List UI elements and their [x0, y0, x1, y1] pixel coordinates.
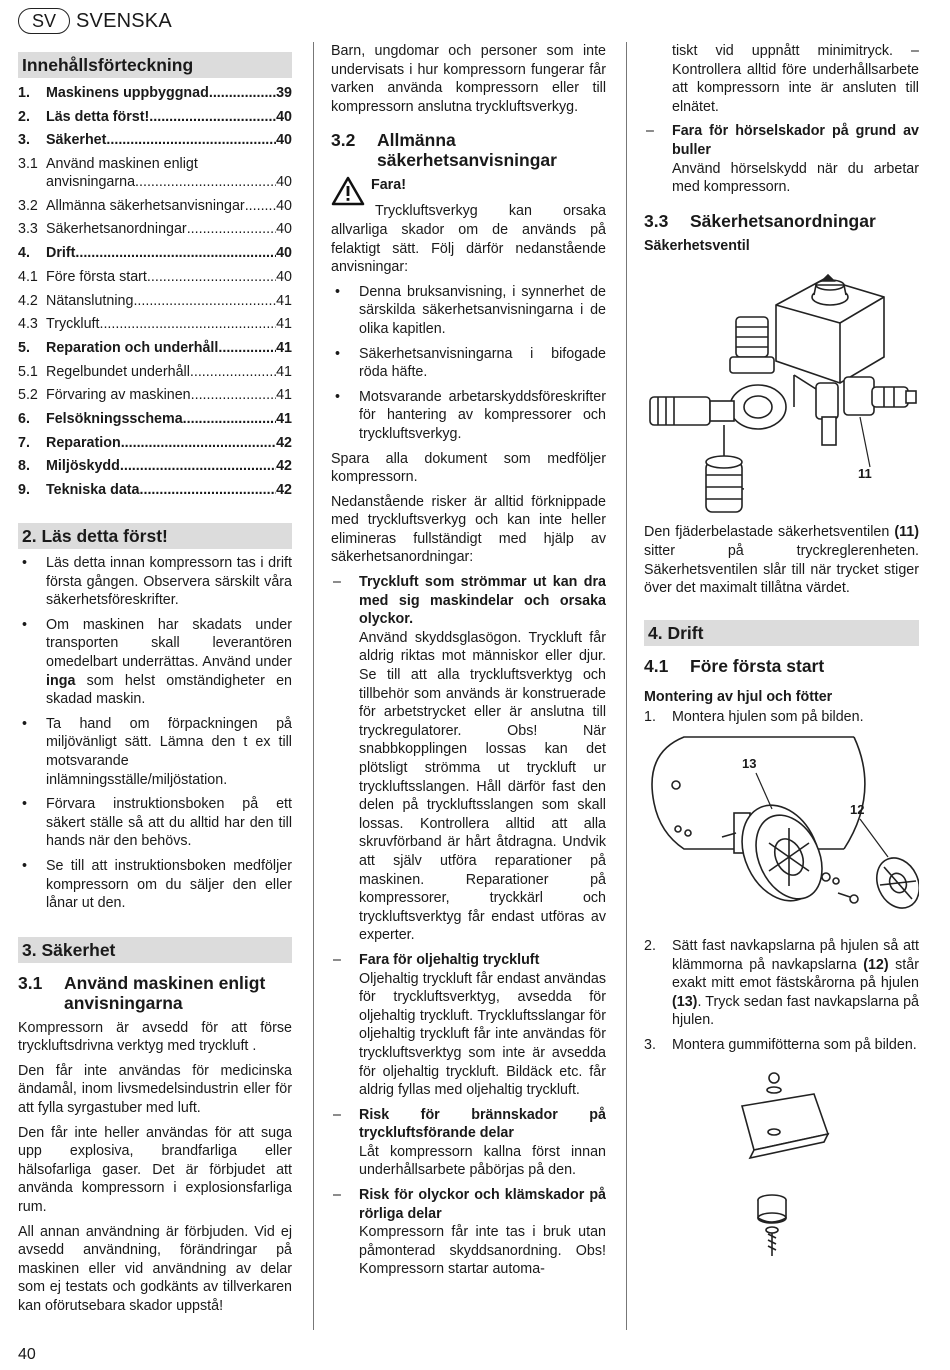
toc-entry: 5.2 Förvaring av maskinen ..... 41 [18, 386, 292, 404]
toc-entry: 3.3 Säkerhetsanordningar ..... 40 [18, 220, 292, 238]
toc-entry: 4. Drift ..... 40 [18, 244, 292, 262]
toc-entry: 5.1 Regelbundet underhåll ..... 41 [18, 363, 292, 381]
risk-item: – Tryckluft som strömmar ut kan dra med sig maskindelar och orsaka olyckor. Använd skyddsglasögon. Tryckluft får aldrig riktas mot människor eller djur. Se till att alla tryckluftsverktyg och tillbehör som används är konstruerade för arbetstrycket eller är anslutna till tryckregulatorer. Obs! När snabbkopplingen lossas kan det plötsligt strömma ut tryckluft ur tryckluftsslangen. Håll därför fast den delen på tryckluftsslangen som skall lossas. Kontrollera alltid att alla skruvförband är hårt åtdragna. Undvik att själv utföra reparationer på maskinen. Reparationer på kompressorer, tryckkärl och tryckluftsverktyg får endast utföras av experter. [333, 574, 606, 944]
language-badge: SV [18, 8, 70, 34]
toc-entry: 8. Miljöskydd ..... 42 [18, 457, 292, 475]
list-item: • Denna bruksanvisning, i synnerhet de särskilda säkerhetsanvisningarna i de olika kapitlen. [335, 283, 606, 337]
paragraph: Den fjäderbelastade säkerhetsventilen (11) sitter på tryckreglerenheten. Säkerhetsventilen slår till när trycket stiger över det maximalt tillåtna värdet. [644, 524, 919, 597]
toc-entry: 3.1 Använd maskinen enligt anvisningarna ..... 40 [18, 155, 292, 191]
toc-entry: 4.2 Nätanslutning ..... 41 [18, 292, 292, 310]
figure-label-12: 12 [850, 801, 865, 817]
section-2-list [18, 554, 292, 913]
paragraph: Den får inte heller användas för att suga upp explosiva, brandfarliga eller hälsofarliga gaser. Det är förbjudet att använda kompressorn i explosionsfarliga rum. [18, 1124, 292, 1216]
language-name: SVENSKA [76, 9, 172, 32]
paragraph: Nedanstående risker är alltid förknippade med tryckluftsverkyg och kan inte heller elimineras fullständigt med hjälp av säkerhetsanordningar: [331, 493, 606, 566]
risk-item: – Risk för olyckor och klämskador på rörliga delar Kompressorn får inte tas i bruk utan påmonterad skyddsanordning. Obs! Kompressorn startar automa- [333, 1187, 606, 1278]
risk-item: – Risk för brännskador på tryckluftsförande delar Låt kompressorn kallna först innan underhållsarbete påbörjas på den. [333, 1106, 606, 1179]
wheel-mounting-figure [644, 733, 919, 935]
list-item: • Läs detta innan kompressorn tas i drift första gången. Observera särskilt våra säkerhetsföreskrifter. [22, 555, 292, 609]
column-divider [626, 42, 627, 1330]
step-3: 3. Montera gummifötterna som på bilden. [644, 1036, 917, 1053]
paragraph: Den får inte användas för medicinska ändamål, inom livsmedelsindustrin eller för att fylla syrgastuber med luft. [18, 1062, 292, 1117]
paragraph: Spara alla dokument som medföljer kompressorn. [331, 450, 606, 486]
toc-title: Innehållsförteckning [18, 52, 292, 78]
column-3 [644, 42, 919, 1260]
table-of-contents [18, 84, 292, 499]
risk-item: – Fara för hörselskador på grund av buller Använd hörselskydd när du arbetar med kompressorn. [646, 123, 919, 196]
section-3-heading: 3. Säkerhet [18, 937, 292, 963]
list-item-text: Om maskinen har skadats under transporten skall leverantören omedelbart underrättas. Använd under inga som helst omständigheter en skadad maskin. [46, 616, 292, 708]
list-item: • Ta hand om förpackningen på miljövänligt sätt. Lämna den t ex till motsvarande inlämningsställe/miljöstation. [22, 715, 292, 788]
section-3-1-heading: 3.1 Använd maskinen enligt anvisningarna [18, 972, 266, 1013]
list-item: • Säkerhetsanvisningarna i bifogade röda häfte. [335, 345, 606, 381]
toc-entry: 3.2 Allmänna säkerhetsanvisningar ..... 40 [18, 197, 292, 215]
list-item-text: Läs detta innan kompressorn tas i drift första gången. Observera särskilt våra säkerhetsföreskrifter. [46, 555, 292, 609]
mounting-heading: Montering av hjul och fötter [644, 688, 833, 705]
paragraph: All annan användning är förbjuden. Vid ej avsedd användning, förändringar på maskinen eller vid användning av delar som ej testats och godkänts av tillverkaren kan oförutsebara skador uppstå! [18, 1223, 292, 1314]
toc-entry: 1. Maskinens uppbyggnad ..... 39 [18, 84, 292, 102]
list-item: • Förvara instruktionsboken på ett säkert ställe så att du alltid har den till hands när den behövs. [22, 796, 292, 850]
toc-entry: 3. Säkerhet ..... 40 [18, 131, 292, 149]
list-item: • Se till att instruktionsboken medföljer kompressorn om du säljer den eller lånar ut den. [22, 857, 292, 912]
page-number: 40 [18, 1346, 36, 1363]
toc-entry: 4.1 Före första start ..... 40 [18, 268, 292, 286]
toc-entry: 6. Felsökningsschema ..... 41 [18, 410, 292, 428]
column-1 [18, 42, 292, 1322]
rubber-foot-figure [644, 1060, 919, 1260]
safety-valve-figure [644, 257, 919, 519]
toc-entry: 4.3 Tryckluft ..... 41 [18, 315, 292, 333]
toc-entry: 7. Reparation ..... 42 [18, 434, 292, 452]
list-item: • Motsvarande arbetarskyddsföreskrifter för hantering av kompressorer och tryckluftsverkyg. [335, 388, 606, 442]
section-3-2-heading: 3.2 Allmänna säkerhetsanvisningar [331, 130, 557, 171]
section-4-1-heading: 4.1 Före första start [644, 655, 825, 676]
list-item-text: Se till att instruktionsboken medföljer kompressorn om du säljer den eller lånar ut den. [46, 857, 292, 912]
section-3-2-list [331, 283, 606, 444]
list-item-text: Denna bruksanvisning, i synnerhet de särskilda säkerhetsanvisningarna i de olika kapitlen. [359, 283, 606, 337]
list-item-text: Säkerhetsanvisningarna i bifogade röda häfte. [359, 345, 606, 381]
step-2: 2. Sätt fast navkapslarna på hjulen så att klämmorna på navkapslarna (12) står exakt mitt emot fästskårorna på hjulen (13). Tryck sedan fast navkapslarna på hjulen. [644, 937, 919, 1029]
risk-item: – Fara för oljehaltig tryckluft Oljehaltig tryckluft får endast användas för tryckluftsverktyg, avsedda för oljehaltig tryckluft. Tryckluftsslangar för oljehaltig tryckluft får inte användas för tryckluftsverktyg som inte är avsedda för oljehaltig tryckluft. Bildäck etc. får aldrig fyllas med oljehaltig tryckluft. [333, 951, 606, 1099]
toc-entry: 2. Läs detta först! ..... 40 [18, 108, 292, 126]
danger-text: Tryckluftsverkyg kan orsaka allvarliga skador om de används på felaktigt sätt. Följ därför nedanstående anvisningar: [331, 203, 606, 276]
column-2 [331, 42, 606, 1285]
column-divider [313, 42, 314, 1330]
paragraph: Kompressorn är avsedd för att förse tryckluftsdrivna verktyg med tryckluft . [18, 1019, 292, 1055]
list-item: • Om maskinen har skadats under transporten skall leverantören omedelbart underrättas. Använd under inga som helst omständigheter en skadad maskin. [22, 616, 292, 708]
safety-valve-heading: Säkerhetsventil [644, 237, 750, 254]
section-3-3-heading: 3.3 Säkerhetsanordningar [644, 210, 876, 231]
toc-entry: 5. Reparation och underhåll ..... 41 [18, 339, 292, 357]
step-1: 1. Montera hjulen som på bilden. [644, 709, 864, 726]
paragraph: Barn, ungdomar och personer som inte undervisats i hur kompressorn fungerar får varken använda kompressorn eller till kompressorn anslutna tryckluftsverkyg. [331, 43, 606, 115]
danger-title: Fara! [371, 177, 406, 194]
toc-entry: 9. Tekniska data ..... 42 [18, 481, 292, 499]
figure-label-13: 13 [742, 755, 757, 771]
page-header [18, 8, 172, 34]
paragraph: tiskt vid uppnått minimitryck. – Kontrollera alltid före underhållsarbete att kompressorn inte är ansluten till elnätet. [672, 43, 919, 115]
section-4-heading: 4. Drift [644, 620, 919, 646]
list-item-text: Motsvarande arbetarskyddsföreskrifter för hantering av kompressorer och tryckluftsverkyg. [359, 388, 606, 442]
section-2-heading: 2. Läs detta först! [18, 523, 292, 549]
figure-label-11: 11 [858, 466, 872, 482]
list-item-text: Ta hand om förpackningen på miljövänligt sätt. Lämna den t ex till motsvarande inlämningsställe/miljöstation. [46, 715, 292, 788]
list-item-text: Förvara instruktionsboken på ett säkert ställe så att du alltid har den till hands när den behövs. [46, 796, 292, 850]
warning-triangle-icon [331, 176, 371, 206]
